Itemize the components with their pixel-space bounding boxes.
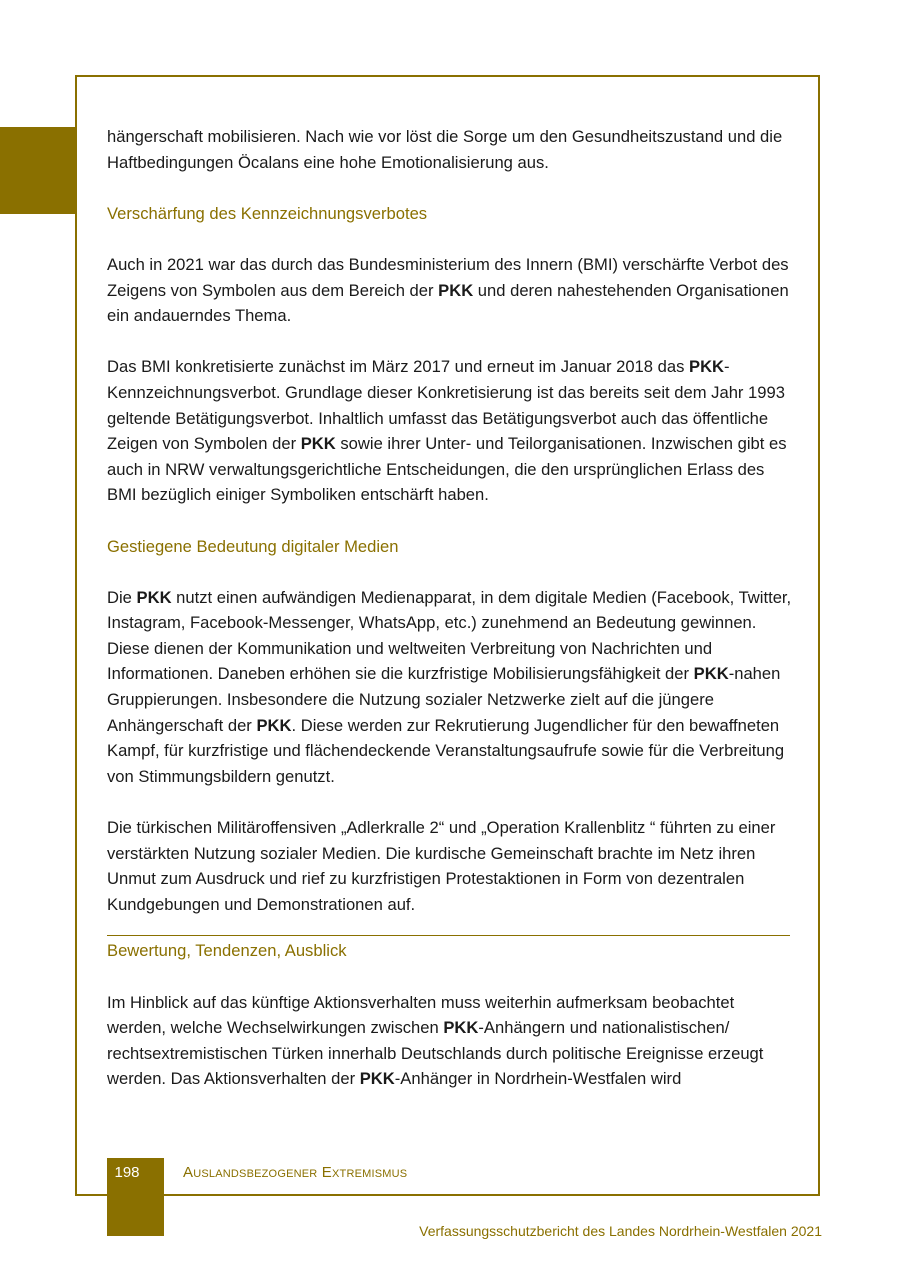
section-divider — [107, 935, 790, 936]
paragraph-medienapparat: Die PKK nutzt einen aufwändigen Medienapparat, in dem digitale Medien (Facebook, Twitter, Instagram, Facebook-Messenger, WhatsApp, etc.) zunehmend an Bedeutung gewinnen. Diese dienen der Kommunikation und weltweiten Verbreitung von Nachrichten und Informationen. Daneben erhöhen sie die kurzfristige Mobilisierungsfähigkeit der PKK-nahen Gruppierungen. Insbesondere die Nutzung sozialer Netzwerke zielt auf die jüngere Anhängerschaft der PKK. Diese werden zur Rekrutierung Jugendlicher für den bewaffneten Kampf, für kurzfristige und flächendeckende Veranstaltungsaufrufe sowie für die Verbreitung von Stimmungsbildern genutzt. — [107, 587, 792, 786]
paragraph-konkretisierung: Das BMI konkretisierte zunächst im März 2017 und erneut im Januar 2018 das PKK-Kennzeichnungsverbot. Grundlage dieser Konkretisierung ist das bereits seit dem Jahr 1993 geltende Betätigungsverbot. Inhaltlich umfasst das Betätigungsverbot auch das öffentliche Zeigen von Symbolen der PKK sowie ihrer Unter- und Teilorganisationen. Inzwischen gibt es auch in NRW verwaltungsgerichtliche Entscheidungen, die den ursprünglichen Erlass des BMI bezüglich einiger Symboliken entschärft haben. — [107, 357, 787, 505]
section-heading-digitale-medien: Gestiegene Bedeutung digitaler Medien — [107, 536, 399, 556]
paragraph-continuation: hängerschaft mobilisieren. Nach wie vor löst die Sorge um den Gesundheitszustand und die Haftbedingungen Öcalans eine hohe Emotionalisierung aus. — [107, 127, 783, 172]
section-heading-kennzeichnungsverbot: Verschärfung des Kennzeichnungsverbotes — [107, 203, 428, 223]
paragraph-bmi-verbot: Auch in 2021 war das durch das Bundesministerium des Innern (BMI) verschärfte Verbot des Zeigens von Symbolen aus dem Bereich der PKK und deren nahestehenden Organisationen ein andauerndes Thema. — [107, 254, 789, 326]
section-heading-bewertung: Bewertung, Tendenzen, Ausblick — [107, 941, 347, 961]
paragraph-militaeroffensiven: Die türkischen Militäroffensiven „Adlerkralle 2“ und „Operation Krallenblitz “ führten zu einer verstärkten Nutzung sozialer Medien. Die kurdische Gemeinschaft brachte im Netz ihren Unmut zum Ausdruck und rief zu kurzfristigen Protestaktionen in Form von dezentralen Kundgebungen und Demonstrationen auf. — [107, 818, 776, 914]
page-content — [107, 124, 797, 1118]
paragraph-ausblick: Im Hinblick auf das künftige Aktionsverhalten muss weiterhin aufmerksam beobachtet werden, welche Wechselwirkungen zwischen PKK-Anhängern und nationalistischen/ rechtsextremistischen Türken innerhalb Deutschlands durch politische Ereignisse erzeugt werden. Das Aktionsverhalten der PKK-Anhänger in Nordrhein-Westfalen wird — [107, 992, 764, 1089]
chapter-title: Auslandsbezogener Extremismus — [183, 1164, 408, 1181]
chapter-side-tab — [0, 127, 77, 214]
publication-footer: Verfassungsschutzbericht des Landes Nordrhein-Westfalen 2021 — [419, 1223, 822, 1239]
page-number: 198 — [114, 1164, 140, 1181]
